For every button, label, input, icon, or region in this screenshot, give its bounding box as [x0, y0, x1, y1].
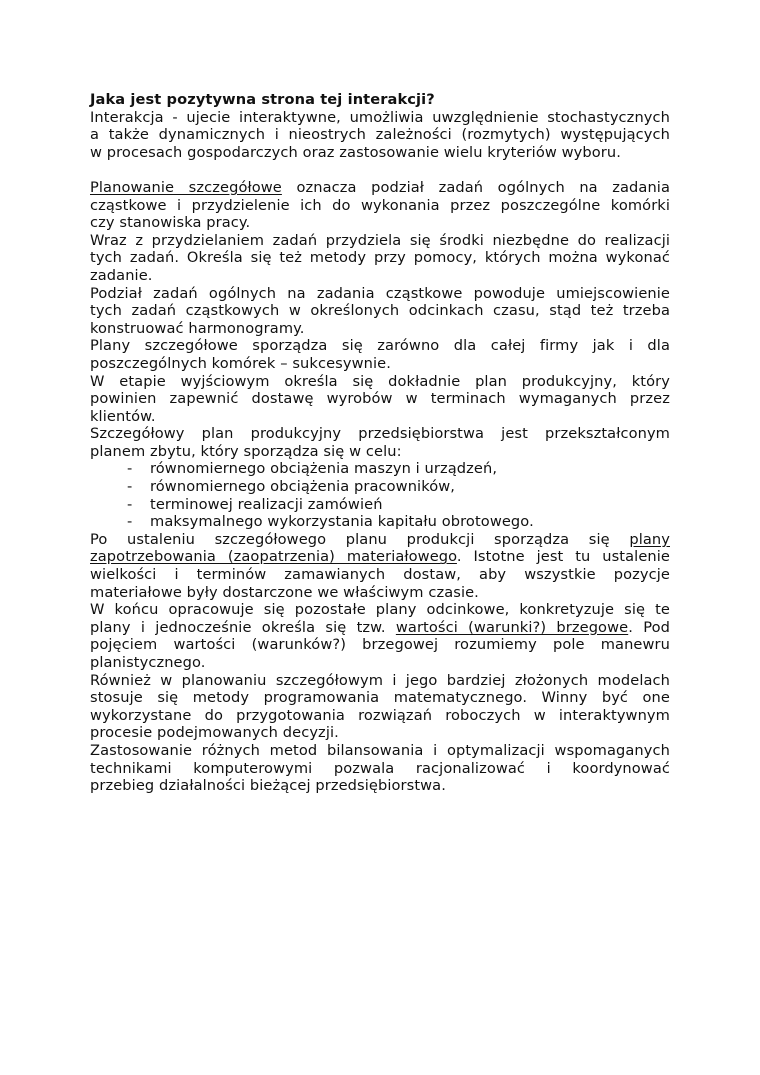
text-line: Interakcja - ujecie interaktywne, umożliwia uwzględnienie stochastycznych — [90, 108, 670, 126]
list-item — [90, 513, 670, 531]
text-line: stosuje się metody programowania matematycznego. Winny być one — [90, 689, 670, 707]
text-line — [90, 179, 670, 197]
term-detailed-planning: Planowanie szczegółowe — [90, 178, 282, 196]
text-line: cząstkowe i przydzielenie ich do wykonania przez poszczególne komórki — [90, 196, 670, 214]
text-line: Podział zadań ogólnych na zadania cząstkowe powoduje umiejscowienie — [90, 284, 670, 302]
list-item — [90, 478, 670, 496]
text-fragment: . Pod — [628, 618, 670, 636]
material-plans-paragraph — [90, 531, 670, 601]
text-line: poszczególnych komórek – sukcesywnie. — [90, 354, 391, 372]
text-line: pojęciem wartości (warunków?) brzegowej rozumiemy pole manewru — [90, 636, 670, 654]
text-line: W etapie wyjściowym określa się dokładnie plan produkcyjny, który — [90, 372, 670, 390]
schedule-paragraph — [90, 285, 670, 338]
text-fragment: Po ustaleniu szczegółowego planu produkcji sporządza się — [90, 530, 610, 548]
plans-scope-paragraph — [90, 337, 670, 372]
text-line: planistycznego. — [90, 654, 206, 671]
text-line: Plany szczegółowe sporządza się zarówno dla całej firmy jak i dla — [90, 337, 670, 355]
text-line: tych zadań. Określa się też metody przy pomocy, których można wykonać — [90, 249, 670, 267]
text-line: W końcu opracowuje się pozostałe plany odcinkowe, konkretyzuje się te — [90, 601, 670, 619]
dash-bullet: - — [127, 460, 133, 478]
list-item-text: terminowej realizacji zamówień — [150, 495, 383, 513]
text-line: Wraz z przydzielaniem zadań przydziela się środki niezbędne do realizacji — [90, 231, 670, 249]
text-line: planem zbytu, który sporządza się w celu: — [90, 442, 402, 460]
text-line — [90, 548, 670, 566]
text-line: klientów. — [90, 407, 156, 425]
text-line: technikami komputerowymi pozwala racjonalizować i koordynować — [90, 759, 670, 777]
list-item — [90, 460, 670, 478]
text-line: procesie podejmowanych decyzji. — [90, 724, 339, 742]
text-line: tych zadań cząstkowych w określonych odcinkach czasu, stąd też trzeba — [90, 302, 670, 320]
text-line: Również w planowaniu szczegółowym i jego bardziej złożonych modelach — [90, 671, 670, 689]
math-programming-paragraph — [90, 672, 670, 742]
goals-list — [90, 460, 670, 530]
sales-plan-paragraph — [90, 425, 670, 460]
boundary-values-paragraph — [90, 601, 670, 671]
term-material-requirements: zapotrzebowania (zaopatrzenia) materiałowego — [90, 548, 457, 566]
text-line: powinien zapewnić dostawę wyrobów w terminach wymaganych przez — [90, 390, 670, 408]
list-item-text: maksymalnego wykorzystania kapitału obrotowego. — [150, 513, 534, 531]
text-fragment: plany i jednocześnie określa się tzw. — [90, 618, 386, 636]
text-line: w procesach gospodarczych oraz zastosowanie wielu kryteriów wyboru. — [90, 143, 621, 161]
text-fragment: oznacza podział zadań ogólnych na zadania — [296, 178, 670, 196]
text-line: konstruować harmonogramy. — [90, 319, 305, 337]
detailed-planning-paragraph — [90, 179, 670, 232]
text-line: a także dynamicznych i nieostrych zależności (rozmytych) występujących — [90, 126, 670, 144]
resources-paragraph — [90, 232, 670, 285]
text-line: przebieg działalności bieżącej przedsiębiorstwa. — [90, 777, 446, 795]
document-page — [90, 91, 670, 795]
list-item-text: równomiernego obciążenia pracowników, — [150, 478, 456, 496]
dash-bullet: - — [127, 478, 133, 496]
question-heading: Jaka jest pozytywna strona tej interakcji? — [90, 91, 435, 108]
term-boundary-values: wartości (warunki?) brzegowe — [395, 618, 629, 636]
list-item — [90, 496, 670, 514]
text-line: zadanie. — [90, 266, 153, 284]
term-plans: plany — [629, 530, 670, 548]
text-line: wielkości i terminów zamawianych dostaw, aby wszystkie pozycje — [90, 566, 670, 584]
optimization-paragraph — [90, 742, 670, 795]
text-fragment: . Istotne jest tu ustalenie — [456, 548, 670, 566]
text-line — [90, 531, 670, 549]
dash-bullet: - — [127, 513, 133, 531]
dash-bullet: - — [127, 495, 133, 513]
text-line: materiałowe były dostarczone we właściwym czasie. — [90, 583, 479, 601]
text-line: wykorzystane do przygotowania rozwiązań roboczych w interaktywnym — [90, 706, 670, 724]
production-plan-paragraph — [90, 373, 670, 426]
intro-paragraph — [90, 109, 670, 162]
text-line: czy stanowiska pracy. — [90, 214, 251, 232]
text-line — [90, 619, 670, 637]
paragraph-gap — [90, 161, 670, 179]
text-line: Szczegółowy plan produkcyjny przedsiębiorstwa jest przekształconym — [90, 425, 670, 443]
list-item-text: równomiernego obciążenia maszyn i urządzeń, — [150, 460, 498, 478]
text-line: Zastosowanie różnych metod bilansowania i optymalizacji wspomaganych — [90, 741, 670, 759]
